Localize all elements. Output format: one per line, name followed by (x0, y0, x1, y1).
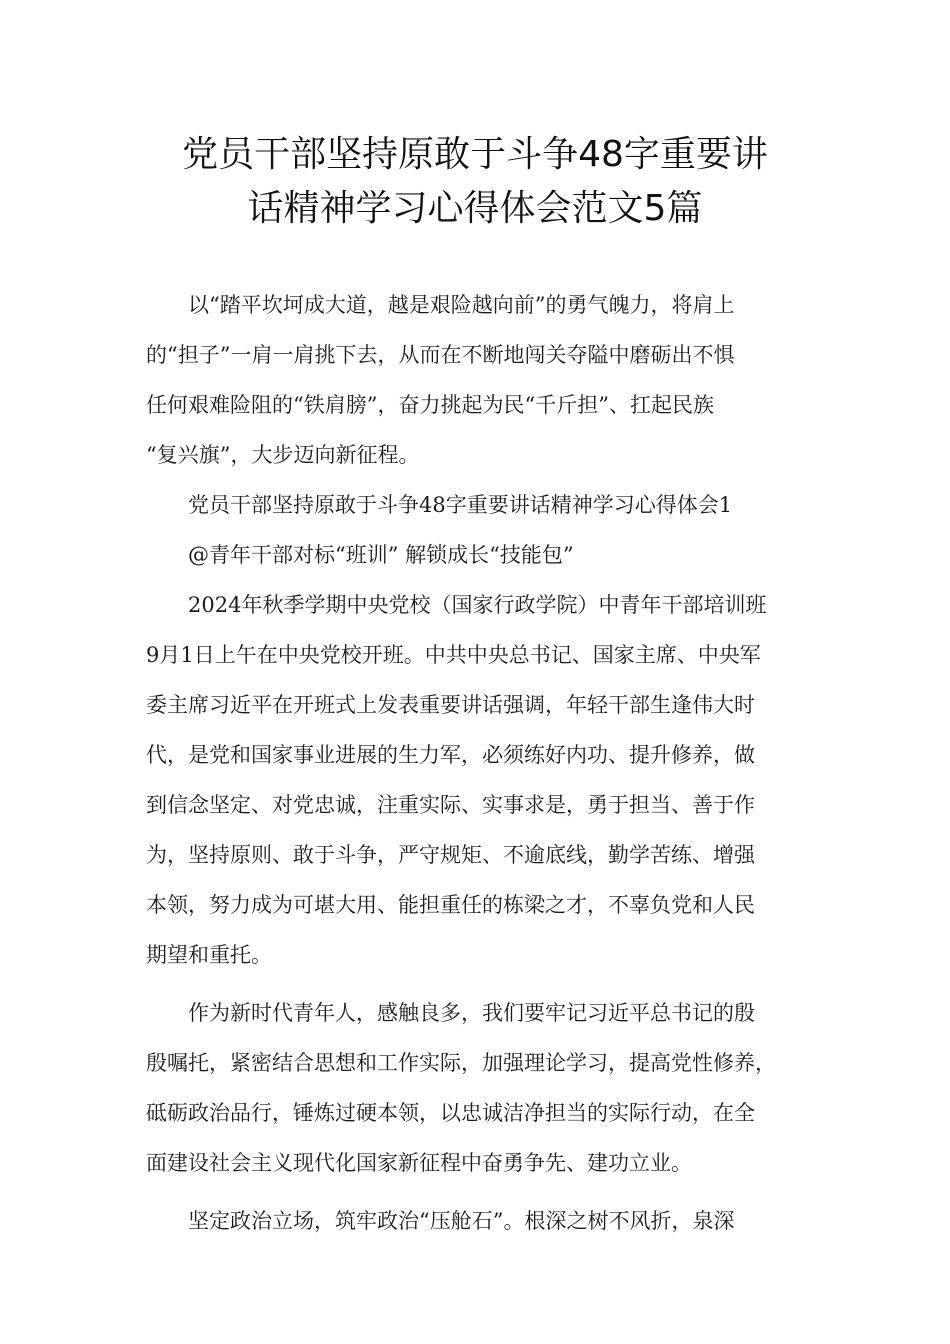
document-body (146, 280, 810, 1246)
text-line: 的“担子”一肩一肩挑下去，从而在不断地闯关夺隘中磨砺出不惧 (146, 343, 735, 367)
text-line: 9月1日上午在中央党校开班。中共中央总书记、国家主席、中央军 (146, 643, 761, 667)
text-line: 面建设社会主义现代化国家新征程中奋勇争先、建功立业。 (146, 1151, 692, 1175)
text-line: 为，坚持原则、敢于斗争，严守规矩、不逾底线，勤学苦练、增强 (146, 843, 755, 867)
paragraph-6 (146, 1196, 810, 1246)
text-line: 殷嘱托，紧密结合思想和工作实际，加强理论学习，提高党性修养， (146, 1051, 776, 1075)
text-line: 代，是党和国家事业进展的生力军，必须练好内功、提升修养，做 (146, 743, 755, 767)
text-line: 期望和重托。 (146, 943, 272, 967)
paragraph-4 (146, 580, 810, 980)
paragraph-1 (146, 280, 810, 480)
text-line: 作为新时代青年人，感触良多，我们要牢记习近平总书记的殷 (188, 1001, 755, 1025)
document-title (140, 128, 810, 236)
text-line: 坚定政治立场，筑牢政治“压舱石”。根深之树不风折，泉深 (188, 1209, 735, 1233)
text-line: 以“踏平坎坷成大道，越是艰险越向前”的勇气魄力，将肩上 (188, 293, 735, 317)
paragraph-2 (146, 480, 810, 530)
text-line: 到信念坚定、对党忠诚，注重实际、实事求是，勇于担当、善于作 (146, 793, 755, 817)
text-line: 委主席习近平在开班式上发表重要讲话强调，年轻干部生逢伟大时 (146, 693, 755, 717)
text-line: 砥砺政治品行，锤炼过硬本领，以忠诚洁净担当的实际行动，在全 (146, 1101, 755, 1125)
paragraph-5 (146, 988, 810, 1188)
text-line: “复兴旗”，大步迈向新征程。 (146, 443, 420, 467)
text-line: @青年干部对标“班训” 解锁成长“技能包” (188, 543, 574, 567)
text-line: 任何艰难险阻的“铁肩膀”，奋力挑起为民“千斤担”、扛起民族 (146, 393, 714, 417)
text-line: 党员干部坚持原敢于斗争48字重要讲话精神学习心得体会1 (188, 493, 733, 517)
text-line: 本领，努力成为可堪大用、能担重任的栋梁之才，不辜负党和人民 (146, 893, 755, 917)
title-line-2: 话精神学习心得体会范文5篇 (247, 188, 703, 229)
text-line: 2024年秋季学期中央党校（国家行政学院）中青年干部培训班 (188, 593, 767, 617)
paragraph-3 (146, 530, 810, 580)
title-line-1: 党员干部坚持原敢于斗争48字重要讲 (182, 134, 768, 175)
